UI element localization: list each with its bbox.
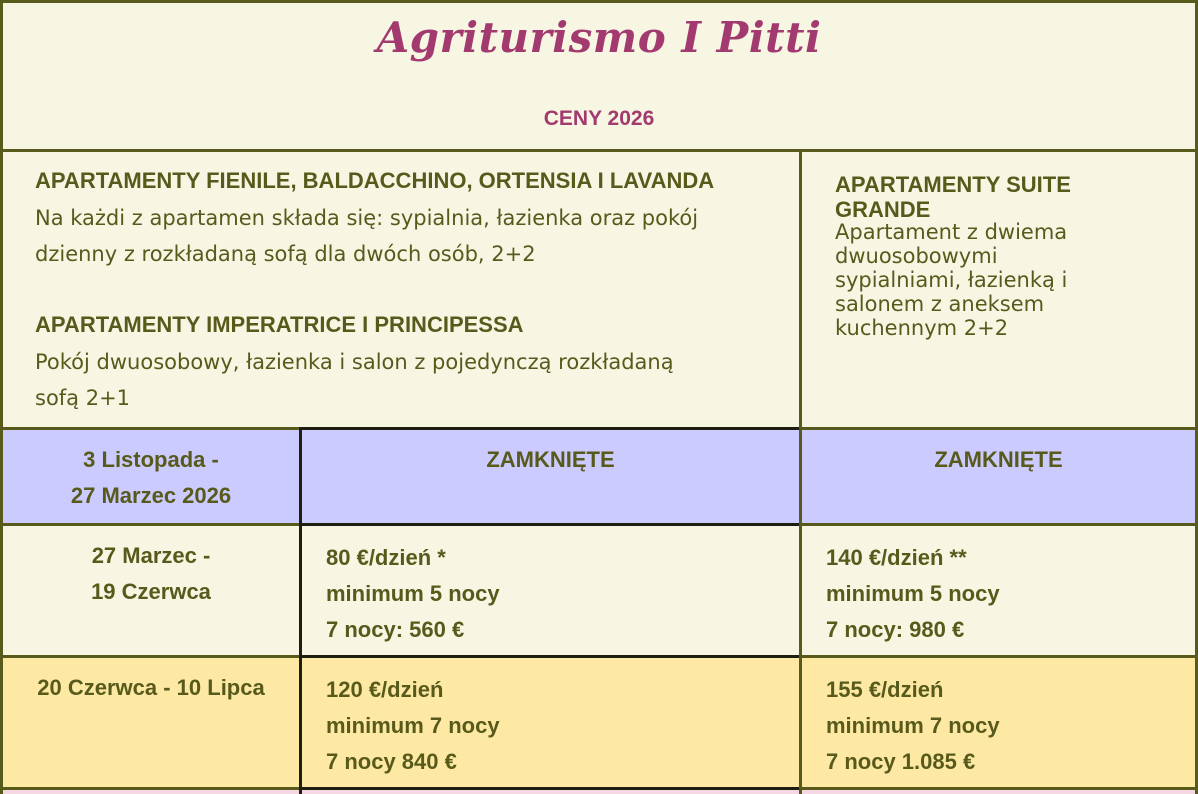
period-line: 27 Marzec - bbox=[91, 543, 211, 568]
suite-line: sypialniami, łazienką i bbox=[835, 268, 1068, 292]
period-line: 3 Listopada - bbox=[83, 447, 219, 472]
group1-description bbox=[35, 200, 698, 272]
closed-label: ZAMKNIĘTE bbox=[486, 447, 615, 472]
suite-line: Apartament z dwiema bbox=[835, 220, 1068, 244]
closed-label: ZAMKNIĘTE bbox=[934, 447, 1063, 472]
group2-line: Pokój dwuosobowy, łazienka i salon z pojedynczą rozkładaną bbox=[35, 350, 674, 374]
price-per-day: 155 €/dzień bbox=[826, 677, 944, 702]
header bbox=[0, 0, 1198, 152]
period-cell bbox=[0, 427, 302, 526]
suite-description bbox=[835, 220, 1067, 340]
price-cell-closed bbox=[799, 427, 1198, 526]
suite-title bbox=[835, 172, 1071, 222]
price-cell bbox=[299, 655, 802, 790]
period-cell bbox=[0, 787, 302, 794]
period-line: 20 Czerwca - 10 Lipca bbox=[37, 675, 265, 700]
price-cell bbox=[799, 787, 1198, 794]
suite-title-line: GRANDE bbox=[835, 197, 931, 222]
page-title: Agriturismo I Pitti bbox=[376, 13, 822, 62]
suite-line: salonem z aneksem bbox=[835, 292, 1045, 316]
week-price: 7 nocy 840 € bbox=[326, 749, 457, 774]
week-price: 7 nocy 1.085 € bbox=[826, 749, 976, 774]
suite-line: dwuosobowymi bbox=[835, 244, 998, 268]
period-cell bbox=[0, 523, 302, 658]
week-price: 7 nocy: 560 € bbox=[326, 617, 465, 642]
minimum-nights: minimum 7 nocy bbox=[826, 713, 1000, 738]
group1-title: APARTAMENTY FIENILE, BALDACCHINO, ORTENSIA I LAVANDA bbox=[35, 168, 715, 193]
group2-title: APARTAMENTY IMPERATRICE I PRINCIPESSA bbox=[35, 312, 524, 337]
group1-line: dzienny z rozkładaną sofą dla dwóch osób, 2+2 bbox=[35, 242, 536, 266]
price-per-day: 140 €/dzień ** bbox=[826, 545, 967, 570]
minimum-nights: minimum 7 nocy bbox=[326, 713, 500, 738]
price-cell bbox=[299, 523, 802, 658]
group2-description bbox=[35, 344, 674, 416]
period-line: 19 Czerwca bbox=[91, 579, 211, 604]
minimum-nights: minimum 5 nocy bbox=[826, 581, 1000, 606]
apartment-description-right bbox=[799, 149, 1198, 430]
price-cell bbox=[799, 523, 1198, 658]
suite-title-line: APARTAMENTY SUITE bbox=[835, 172, 1071, 197]
week-price: 7 nocy: 980 € bbox=[826, 617, 965, 642]
price-per-day: 80 €/dzień * bbox=[326, 545, 446, 570]
group2-line: sofą 2+1 bbox=[35, 386, 131, 410]
period-line: 27 Marzec 2026 bbox=[70, 483, 232, 508]
price-cell-closed bbox=[299, 427, 802, 526]
price-cell bbox=[799, 655, 1198, 790]
minimum-nights: minimum 5 nocy bbox=[326, 581, 500, 606]
price-cell bbox=[299, 787, 802, 794]
period-cell bbox=[0, 655, 302, 790]
group1-line: Na każdi z apartamen składa się: sypialnia, łazienka oraz pokój bbox=[35, 206, 699, 230]
apartment-description-left bbox=[0, 149, 802, 430]
price-per-day: 120 €/dzień bbox=[326, 677, 444, 702]
suite-line: kuchennym 2+2 bbox=[835, 316, 1009, 340]
page-subtitle: CENY 2026 bbox=[543, 107, 655, 130]
